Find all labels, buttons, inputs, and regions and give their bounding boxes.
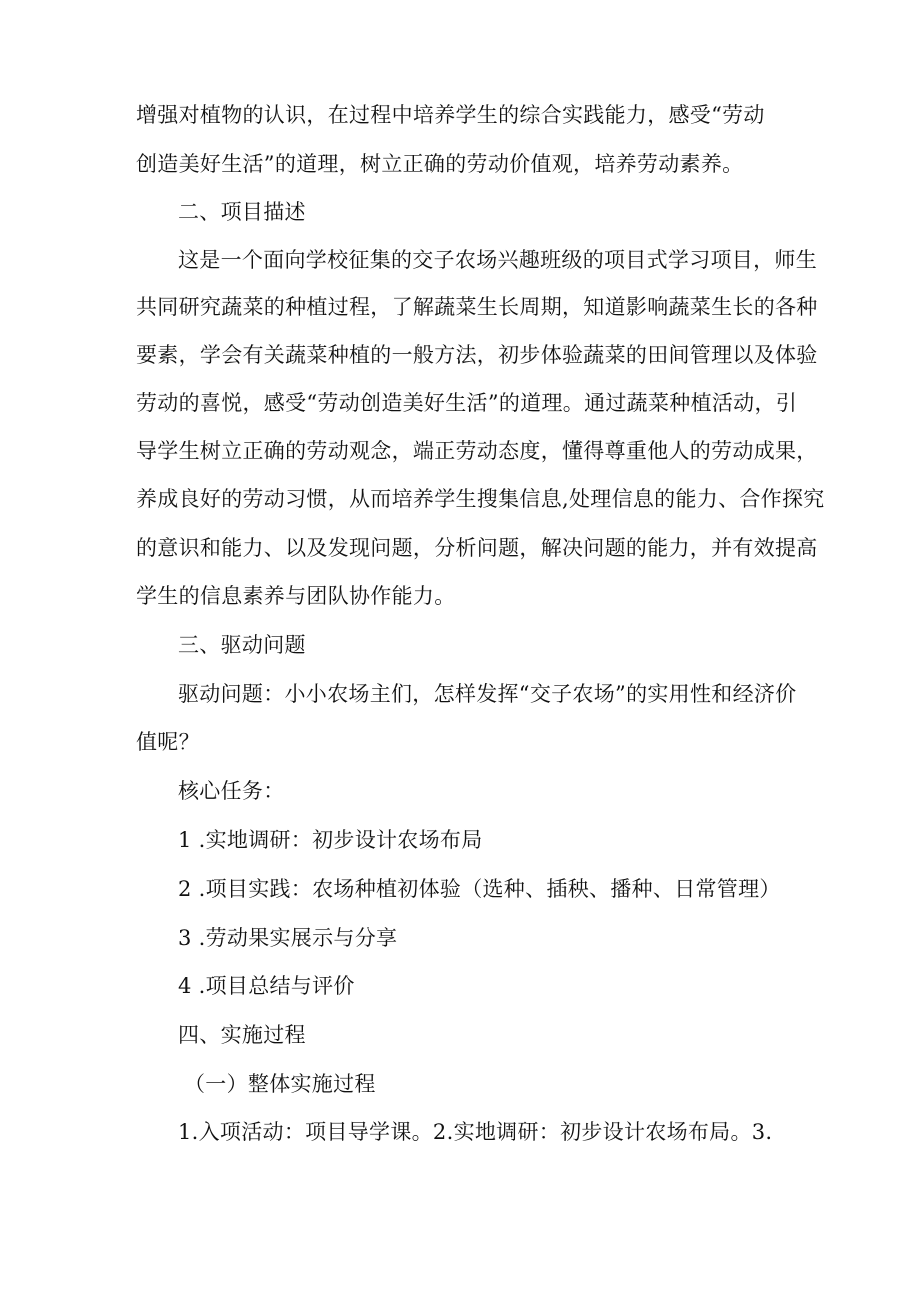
task-item-1: 1 .实地调研：初步设计农场布局 — [178, 828, 483, 852]
task-item-3: 3 .劳动果实展示与分享 — [178, 926, 398, 950]
paragraph-line-8: 养成良好的劳动习惯，从而培养学生搜集信息,处理信息的能力、合作探究 — [136, 487, 825, 511]
paragraph-line-10: 学生的信息素养与团队协作能力。 — [136, 584, 456, 608]
paragraph-line-4: 共同研究蔬菜的种植过程，了解蔬菜生长周期，知道影响蔬菜生长的各种 — [136, 295, 818, 319]
paragraph-line-13: 1.入项活动：项目导学课。2.实地调研：初步设计农场布局。3. — [178, 1120, 773, 1144]
paragraph-line-3: 这是一个面向学校征集的交子农场兴趣班级的项目式学习项目，师生 — [178, 248, 817, 272]
paragraph-line-1: 增强对植物的认识，在过程中培养学生的综合实践能力，感受“劳动 — [136, 103, 765, 127]
task-item-2: 2 .项目实践：农场种植初体验（选种、插秧、播种、日常管理） — [178, 877, 781, 901]
paragraph-line-11: 驱动问题：小小农场主们，怎样发挥“交子农场”的实用性和经济价 — [178, 682, 797, 706]
task-item-4: 4 .项目总结与评价 — [178, 974, 355, 998]
section-heading-2: 二、项目描述 — [178, 200, 306, 224]
paragraph-line-6: 劳动的喜悦，感受“劳动创造美好生活”的道理。通过蔬菜种植活动，引 — [136, 391, 798, 415]
paragraph-line-7: 导学生树立正确的劳动观念，端正劳动态度，懂得尊重他人的劳动成果， — [136, 439, 818, 463]
paragraph-line-2: 创造美好生活”的道理，树立正确的劳动价值观，培养劳动素养。 — [136, 152, 744, 176]
section-heading-4: 四、实施过程 — [178, 1023, 306, 1047]
paragraph-line-5: 要素，学会有关蔬菜种植的一般方法，初步体验蔬菜的田间管理以及体验 — [136, 343, 818, 367]
section-heading-3: 三、驱动问题 — [178, 633, 306, 657]
subsection-heading-1: （一）整体实施过程 — [184, 1072, 376, 1096]
core-task-label: 核心任务： — [178, 779, 285, 803]
paragraph-line-12: 值呢？ — [136, 730, 200, 754]
paragraph-line-9: 的意识和能力、以及发现问题，分析问题，解决问题的能力，并有效提高 — [136, 536, 818, 560]
